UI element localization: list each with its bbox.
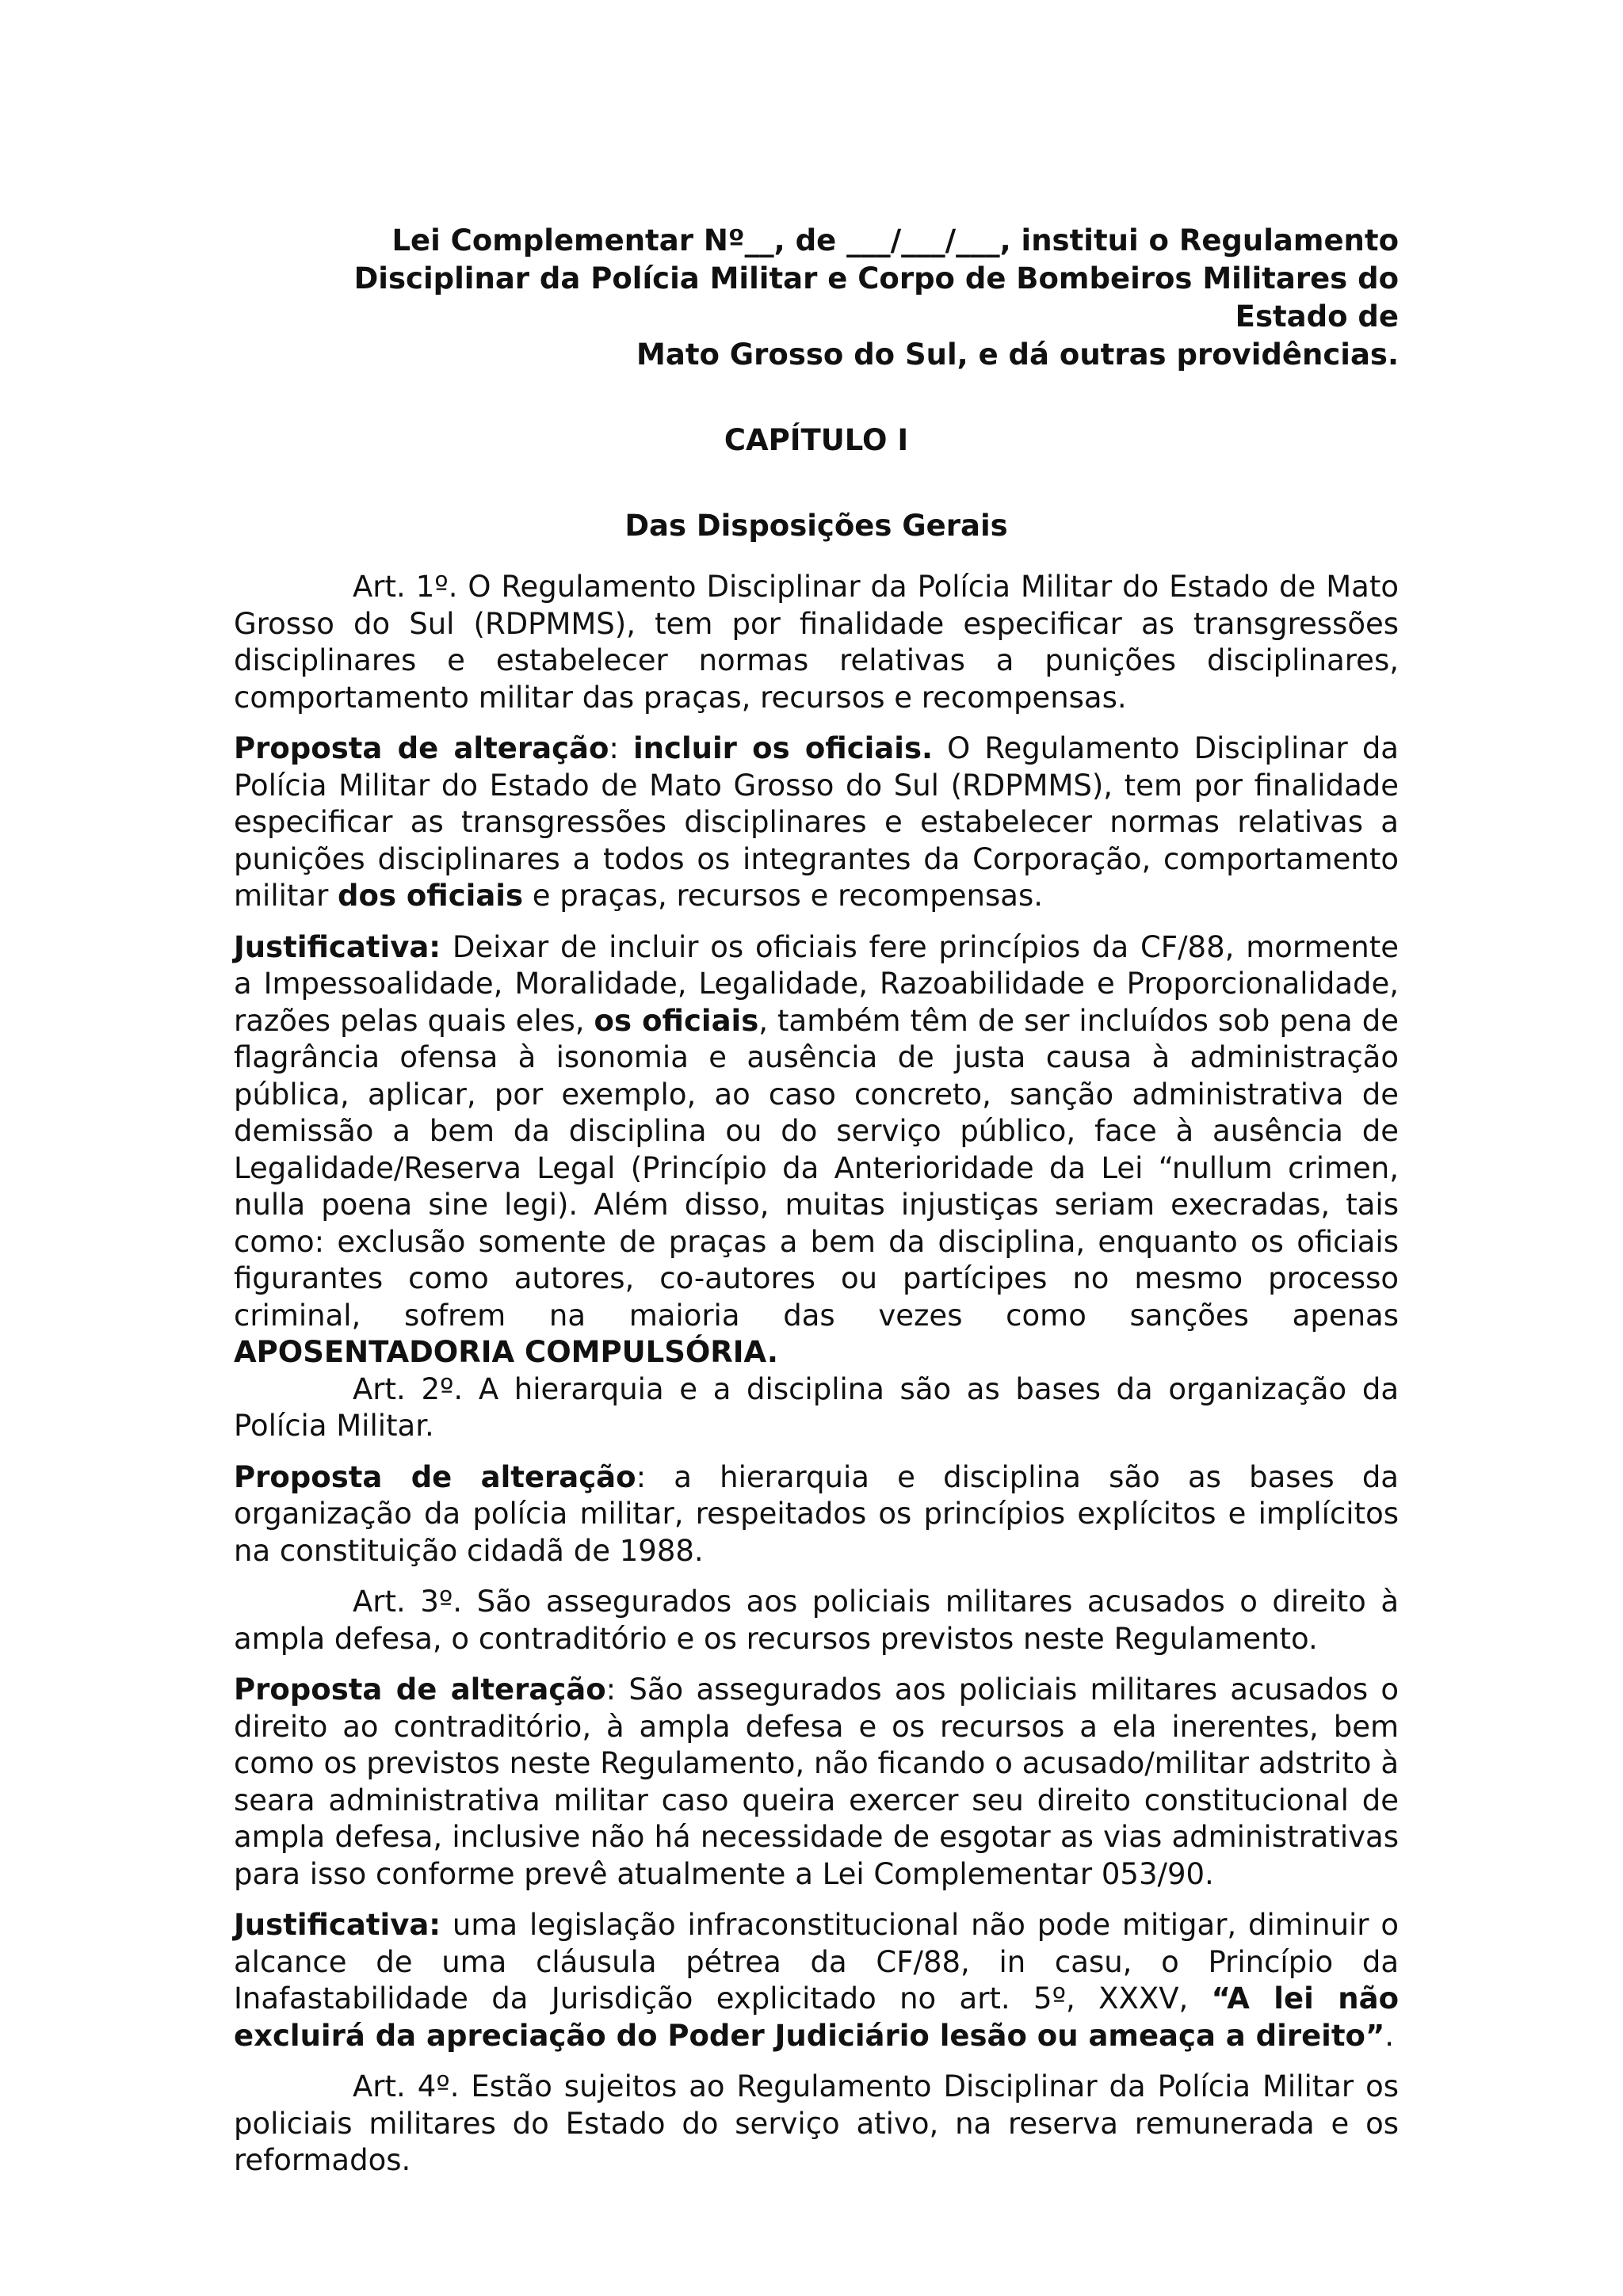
justification-1-label: Justificativa: bbox=[234, 929, 441, 964]
justification-1-bold-2: APOSENTADORIA COMPULSÓRIA. bbox=[234, 1335, 778, 1369]
proposal-1-text-2: e praças, recursos e recompensas. bbox=[523, 879, 1043, 913]
proposal-2-label: Proposta de alteração bbox=[234, 1459, 636, 1494]
proposal-1-label: Proposta de alteração bbox=[234, 731, 609, 765]
section-heading: Das Disposições Gerais bbox=[624, 509, 1008, 543]
proposal-1-bold-2: dos oficiais bbox=[338, 879, 523, 913]
document-title-line-1: Lei Complementar Nº__, de ___/___/___, institui o Regulamento bbox=[391, 223, 1399, 257]
article-4: Art. 4º. Estão sujeitos ao Regulamento Disciplinar da Polícia Militar os policiais militares do Estado do serviço ativo, na reserva remunerada e os reformados. bbox=[234, 2069, 1399, 2177]
proposal-2-text: : a hierarquia e disciplina são as bases da organização da polícia militar, respeitados os princípios explícitos e implícitos na constituição cidadã de 1988. bbox=[234, 1459, 1399, 1568]
article-3: Art. 3º. São assegurados aos policiais militares acusados o direito à ampla defesa, o contraditório e os recursos previstos neste Regulamento. bbox=[234, 1585, 1399, 1656]
document-page bbox=[234, 222, 1399, 2180]
justification-1-text-2: , também têm de ser incluídos sob pena de flagrância ofensa à isonomia e ausência de justa causa à administração pública, aplicar, por exemplo, ao caso concreto, sanção administrativa de demissão a bem da disciplina ou do serviço público, face à ausência de Legalidade/Reserva Legal (Princípio da Anterioridade da Lei “nullum crimen, nulla poena sine legi). Além disso, muitas injustiças seriam execradas, tais como: exclusão somente de praças a bem da disciplina, enquanto os oficiais figurantes como autores, co-autores ou partícipes no mesmo processo criminal, sofrem na maioria das vezes como sanções apenas bbox=[234, 1003, 1399, 1333]
proposal-2 bbox=[234, 1459, 1399, 1570]
document-title-line-3: Mato Grosso do Sul, e dá outras providências. bbox=[636, 338, 1399, 372]
chapter-heading: CAPÍTULO I bbox=[724, 423, 909, 457]
justification-2-bold-1: “A lei não excluirá da apreciação do Poder Judiciário lesão ou ameaça a direito” bbox=[234, 1981, 1399, 2053]
justification-2 bbox=[234, 1907, 1399, 2054]
article-2: Art. 2º. A hierarquia e a disciplina são as bases da organização da Polícia Militar. bbox=[234, 1371, 1399, 1443]
justification-2-text-1: uma legislação infraconstitucional não pode mitigar, diminuir o alcance de uma cláusula pétrea da CF/88, in casu, o Princípio da Inafastabilidade da Jurisdição explicitado no art. 5º, XXXV, bbox=[234, 1908, 1399, 2016]
justification-1-text-1: Deixar de incluir os oficiais fere princípios da CF/88, mormente a Impessoalidade, Moralidade, Legalidade, Razoabilidade e Proporcionalidade, razões pelas quais eles, bbox=[234, 929, 1399, 1038]
justification-1-bold-1: os oficiais bbox=[594, 1003, 759, 1038]
proposal-3-label: Proposta de alteração bbox=[234, 1672, 606, 1707]
proposal-1-sep: : bbox=[609, 731, 633, 765]
article-1: Art. 1º. O Regulamento Disciplinar da Polícia Militar do Estado de Mato Grosso do Sul (RDPMMS), tem por finalidade especificar as transgressões disciplinares e estabelecer normas relativas a punições disciplinares, comportamento militar das praças, recursos e recompensas. bbox=[234, 570, 1399, 715]
proposal-1-bold-1: incluir os oficiais. bbox=[633, 731, 934, 765]
proposal-1-text-1: O Regulamento Disciplinar da Polícia Militar do Estado de Mato Grosso do Sul (RDPMMS), tem por finalidade especificar as transgressões disciplinares e estabelecer normas relativas a punições disciplinares a todos os integrantes da Corporação, comportamento militar bbox=[234, 731, 1399, 913]
document-title-line-2: Disciplinar da Polícia Militar e Corpo de Bombeiros Militares do Estado de bbox=[353, 261, 1399, 334]
proposal-3-text: : São assegurados aos policiais militares acusados o direito ao contraditório, à ampla defesa e os recursos a ela inerentes, bem como os previstos neste Regulamento, não ficando o acusado/militar adstrito à seara administrativa militar caso queira exercer seu direito constitucional de ampla defesa, inclusive não há necessidade de esgotar as vias administrativas para isso conforme prevê atualmente a Lei Complementar 053/90. bbox=[234, 1672, 1399, 1891]
justification-1 bbox=[234, 929, 1399, 1371]
proposal-3 bbox=[234, 1672, 1399, 1893]
justification-2-label: Justificativa: bbox=[234, 1908, 441, 1942]
proposal-1 bbox=[234, 730, 1399, 915]
justification-2-text-2: . bbox=[1384, 2018, 1395, 2053]
